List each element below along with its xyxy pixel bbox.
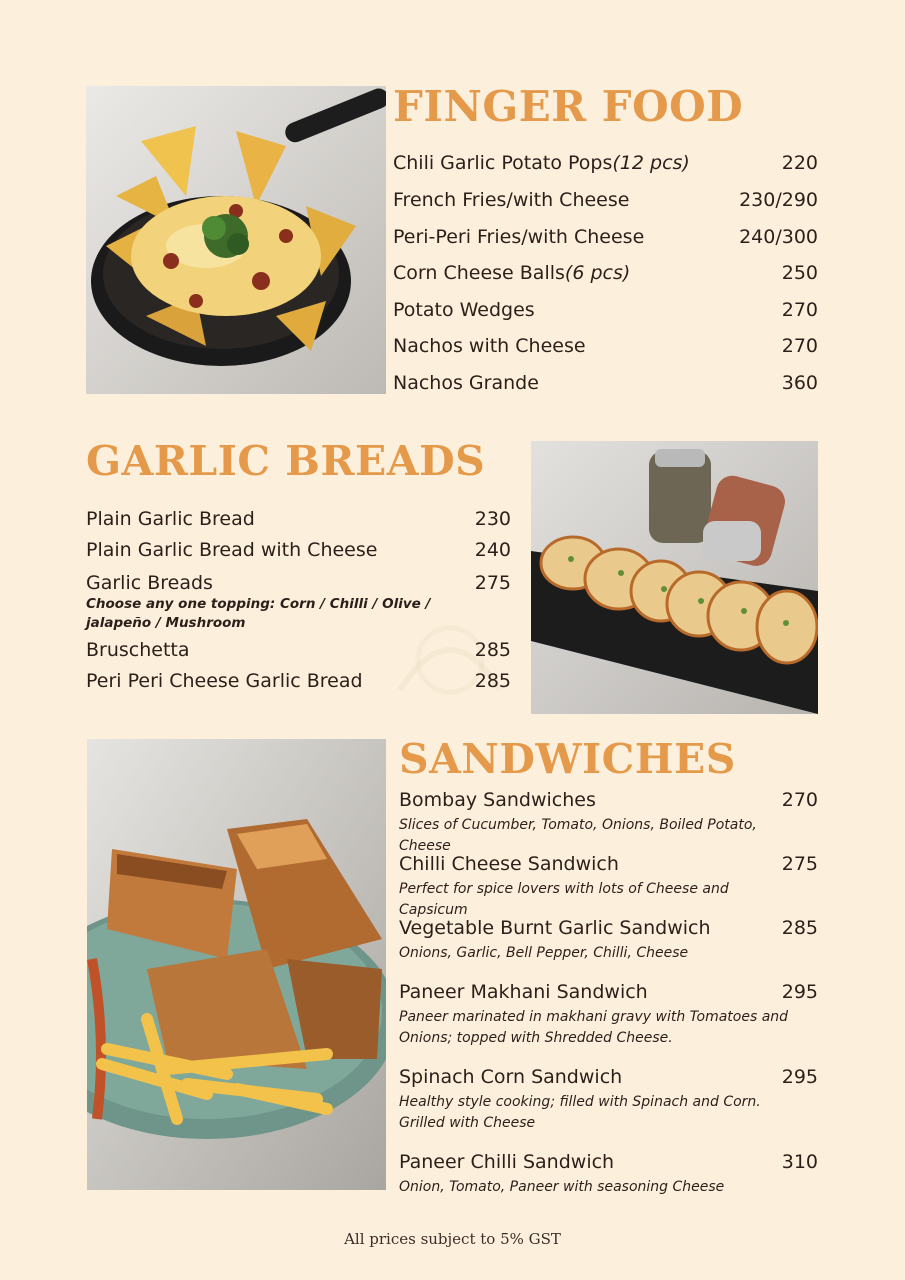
menu-item-price: 310	[781, 1151, 818, 1173]
menu-item-price: 240	[474, 539, 511, 561]
menu-item-name: Plain Garlic Bread with Cheese	[86, 539, 378, 561]
gst-footer-note: All prices subject to 5% GST	[344, 1230, 561, 1248]
menu-item-name: Chilli Cheese Sandwich	[399, 853, 619, 875]
menu-item-price: 295	[781, 1066, 818, 1088]
menu-item-price: 270	[781, 335, 818, 357]
menu-item-description: Onions, Garlic, Bell Pepper, Chilli, Cheese	[399, 945, 689, 961]
garlic-breads-heading: GARLIC BREADS	[86, 437, 486, 485]
nachos-photo	[86, 86, 386, 394]
menu-item-price: 285	[474, 639, 511, 661]
menu-item-name: Paneer Chilli Sandwich	[399, 1151, 615, 1173]
menu-item-price: 240/300	[739, 226, 818, 248]
item-name-text: Peri-Peri Fries/with Cheese	[393, 226, 645, 248]
menu-item-name: Peri Peri Cheese Garlic Bread	[86, 670, 363, 692]
menu-item-price: 250	[781, 262, 818, 284]
sandwich-photo	[87, 739, 386, 1190]
menu-item-name	[393, 152, 690, 174]
menu-item-description: Choose any one topping: Corn / Chilli / Olive / jalapeño / Mushroom	[86, 596, 431, 631]
menu-item-name: Spinach Corn Sandwich	[399, 1066, 623, 1088]
garlic-bread-photo	[531, 441, 818, 714]
menu-item-name	[393, 372, 539, 394]
item-quantity-note: (6 pcs)	[564, 262, 631, 284]
menu-item-name	[393, 299, 535, 321]
item-quantity-note: (12 pcs)	[612, 152, 690, 174]
menu-item-name	[393, 335, 586, 357]
item-name-text: Chili Garlic Potato Pops	[393, 152, 613, 174]
item-name-text: Corn Cheese Balls	[393, 262, 565, 284]
menu-item-name: Bombay Sandwiches	[399, 789, 596, 811]
menu-item-description: Healthy style cooking; filled with Spinach and Corn. Grilled with Cheese	[399, 1094, 761, 1131]
menu-item-name: Garlic Breads	[86, 572, 213, 594]
item-name-text: Potato Wedges	[393, 299, 535, 321]
menu-item-price: 270	[781, 299, 818, 321]
menu-item-name	[393, 189, 629, 211]
menu-item-price: 230/290	[739, 189, 818, 211]
menu-item-name	[393, 226, 644, 248]
sandwiches-heading: SANDWICHES	[399, 735, 736, 783]
menu-item-name: Plain Garlic Bread	[86, 508, 255, 530]
menu-item-price: 230	[474, 508, 511, 530]
menu-item-description: Paneer marinated in makhani gravy with Tomatoes and Onions; topped with Shredded Cheese.	[399, 1009, 789, 1046]
item-name-text: Nachos with Cheese	[393, 335, 586, 357]
menu-item-price: 275	[474, 572, 511, 594]
menu-item-price: 285	[781, 917, 818, 939]
menu-item-name: Paneer Makhani Sandwich	[399, 981, 648, 1003]
menu-item-price: 220	[781, 152, 818, 174]
menu-item-price: 360	[781, 372, 818, 394]
menu-item-price: 295	[781, 981, 818, 1003]
menu-item-description: Onion, Tomato, Paneer with seasoning Cheese	[399, 1179, 725, 1195]
item-name-text: French Fries/with Cheese	[393, 189, 630, 211]
menu-item-price: 270	[781, 789, 818, 811]
menu-item-price: 275	[781, 853, 818, 875]
menu-item-description: Perfect for spice lovers with lots of Cheese and Capsicum	[399, 881, 729, 918]
finger-food-heading: FINGER FOOD	[393, 82, 744, 131]
menu-item-description: Slices of Cucumber, Tomato, Onions, Boiled Potato, Cheese	[399, 817, 757, 854]
menu-item-price: 285	[474, 670, 511, 692]
item-name-text: Nachos Grande	[393, 372, 539, 394]
menu-item-name: Vegetable Burnt Garlic Sandwich	[399, 917, 711, 939]
menu-item-name	[393, 262, 630, 284]
menu-item-name: Bruschetta	[86, 639, 190, 661]
